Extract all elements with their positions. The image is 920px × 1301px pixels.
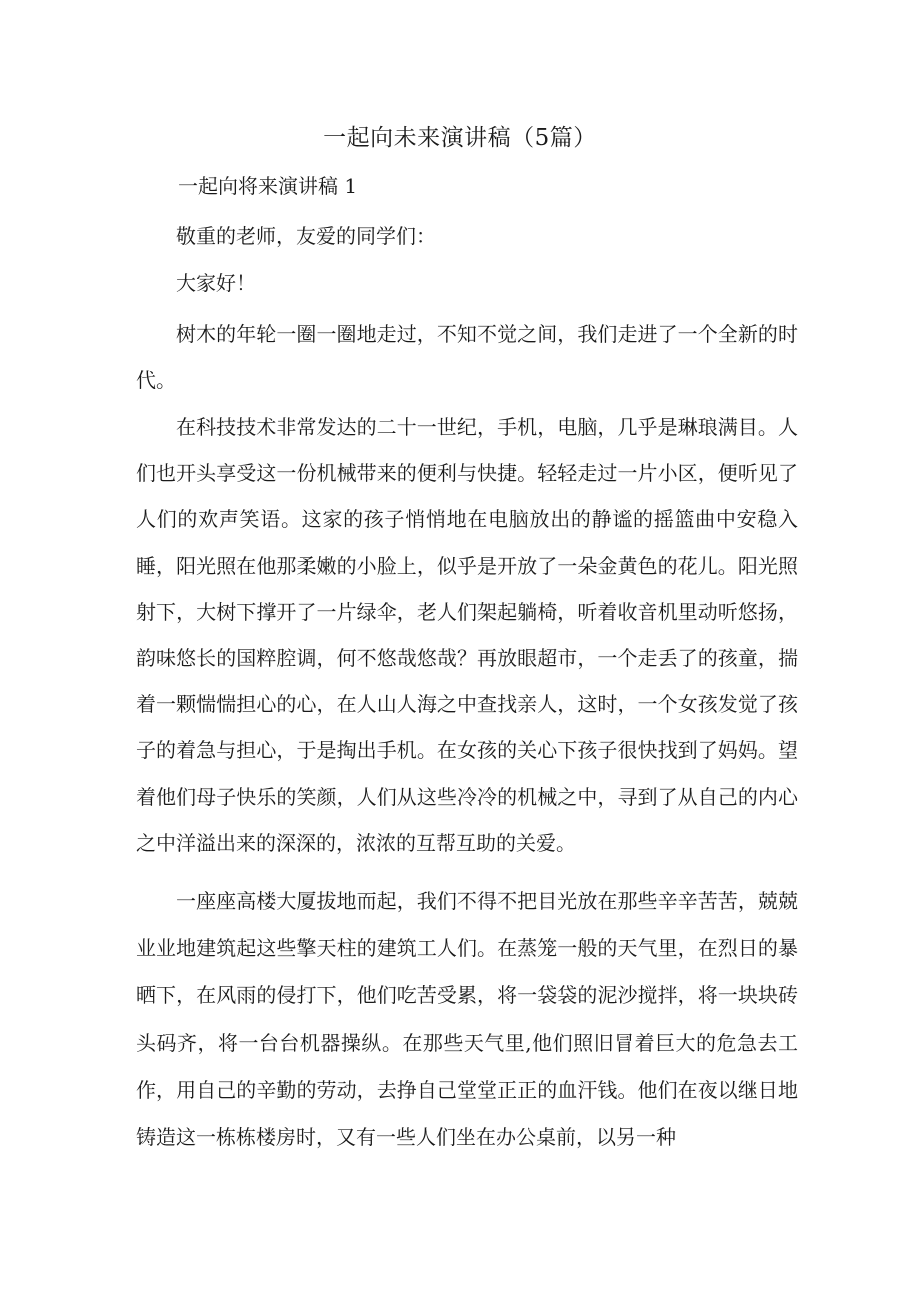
document-title: 一起向未来演讲稿（5篇） bbox=[323, 125, 597, 151]
body-paragraph-3: 一座座高楼大厦拔地而起，我们不得不把目光放在那些辛辛苦苦，兢兢业业地建筑起这些擎天柱的建筑工人们。在蒸笼一般的天气里，在烈日的暴晒下，在风雨的侵打下，他们吃苦受累，将一袋袋的泥沙搅拌，将一块块砖头码齐，将一台台机器操纵。在那些天气里,他们照旧冒着巨大的危急去工作，用自己的辛勤的劳动，去挣自己堂堂正正的血汗钱。他们在夜以继日地铸造这一栋栋楼房时，又有一些人们坐在办公桌前，以另一种 bbox=[136, 889, 798, 1150]
hello-paragraph: 大家好！ bbox=[176, 271, 256, 295]
body-paragraph-2: 在科技技术非常发达的二十一世纪，手机，电脑，几乎是琳琅满目。人们也开头享受这一份机械带来的便利与快捷。轻轻走过一片小区，便听见了人们的欢声笑语。这家的孩子悄悄地在电脑放出的静谧的摇篮曲中安稳入睡，阳光照在他那柔嫩的小脸上，似乎是开放了一朵金黄色的花儿。阳光照射下，大树下撑开了一片绿伞，老人们架起躺椅，听着收音机里动听悠扬，韵味悠长的国粹腔调，何不悠哉悠哉？再放眼超市，一个走丢了的孩童，揣着一颗惴惴担心的心，在人山人海之中查找亲人，这时，一个女孩发觉了孩子的着急与担心，于是掏出手机。在女孩的关心下孩子很快找到了妈妈。望着他们母子快乐的笑颜，人们从这些冷冷的机械之中，寻到了从自己的内心之中洋溢出来的深深的，浓浓的互帮互助的关爱。 bbox=[136, 415, 798, 855]
greeting-paragraph: 敬重的老师，友爱的同学们： bbox=[176, 224, 436, 248]
section-heading: 一起向将来演讲稿 1 bbox=[178, 174, 358, 198]
body-paragraph-1: 树木的年轮一圈一圈地走过，不知不觉之间，我们走进了一个全新的时代。 bbox=[136, 322, 798, 392]
